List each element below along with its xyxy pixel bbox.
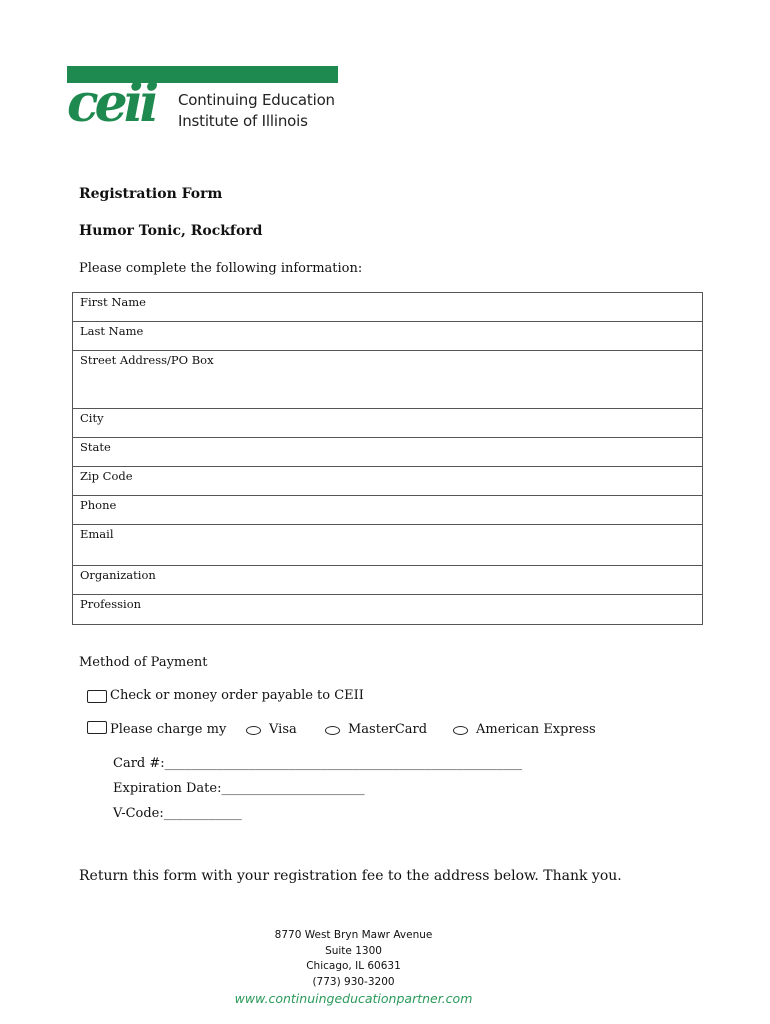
return-instructions: Return this form with your registration fee to the address below. Thank you.: [79, 868, 622, 884]
field-label: Street Address/PO Box: [80, 353, 214, 367]
field-email[interactable]: [73, 525, 702, 566]
check-option-checkbox[interactable]: [87, 690, 107, 703]
amex-radio[interactable]: [453, 726, 468, 735]
field-organization[interactable]: [73, 566, 702, 595]
amex-label: American Express: [476, 722, 596, 737]
field-street-address[interactable]: [73, 351, 702, 409]
address-suite: Suite 1300: [325, 945, 382, 957]
field-last-name[interactable]: [73, 322, 702, 351]
field-label: Email: [80, 527, 114, 541]
card-number-field[interactable]: Card #:_______________________________________________________: [113, 756, 523, 771]
charge-option-label: Please charge my: [110, 722, 227, 737]
ceii-logo: [67, 66, 339, 134]
field-label: Zip Code: [80, 469, 133, 483]
field-city[interactable]: [73, 409, 702, 438]
visa-radio[interactable]: [246, 726, 261, 735]
field-label: Phone: [80, 498, 117, 512]
logo-mark: ceii: [67, 73, 156, 134]
logo-text: [178, 90, 335, 132]
address-phone: (773) 930-3200: [312, 976, 395, 988]
field-label: Organization: [80, 568, 156, 582]
intro-text: Please complete the following information:: [79, 261, 363, 276]
expiration-date-field[interactable]: Expiration Date:______________________: [113, 781, 365, 796]
mastercard-radio[interactable]: [325, 726, 340, 735]
page-title: Registration Form: [79, 186, 223, 202]
field-profession[interactable]: [73, 595, 702, 624]
field-label: First Name: [80, 295, 146, 309]
field-state[interactable]: [73, 438, 702, 467]
address-street: 8770 West Bryn Mawr Avenue: [274, 929, 433, 941]
website-link[interactable]: www.continuingeducationpartner.com: [234, 991, 473, 1006]
visa-label: Visa: [269, 722, 297, 737]
check-option-label: Check or money order payable to CEII: [110, 688, 364, 703]
field-phone[interactable]: [73, 496, 702, 525]
field-label: Last Name: [80, 324, 144, 338]
charge-option-checkbox[interactable]: [87, 721, 107, 734]
logo-line-1: Continuing Education: [178, 91, 335, 109]
field-label: City: [80, 411, 104, 425]
field-label: State: [80, 440, 111, 454]
field-label: Profession: [80, 597, 142, 611]
field-zip-code[interactable]: [73, 467, 702, 496]
registration-table: [72, 292, 703, 625]
mastercard-label: MasterCard: [348, 722, 428, 737]
field-first-name[interactable]: [73, 293, 702, 322]
page-subtitle: Humor Tonic, Rockford: [79, 223, 263, 239]
logo-line-2: Institute of Illinois: [178, 112, 308, 130]
payment-method-label: Method of Payment: [79, 655, 208, 670]
address-city: Chicago, IL 60631: [306, 960, 401, 972]
vcode-field[interactable]: V-Code:____________: [113, 806, 242, 821]
